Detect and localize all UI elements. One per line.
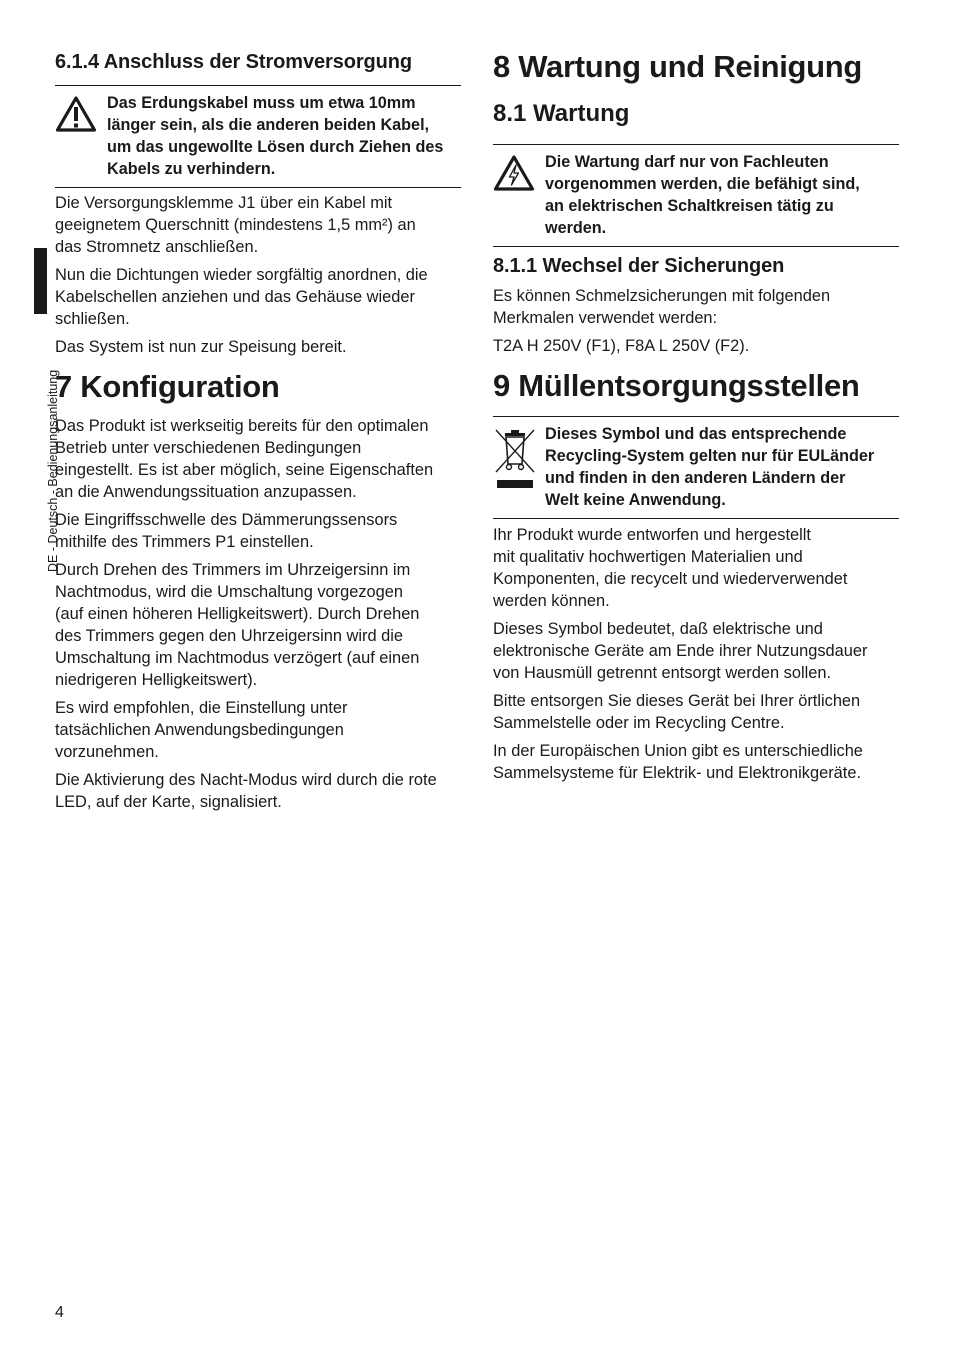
warning-line: Das Erdungskabel muss um etwa 10mm — [107, 94, 416, 112]
section-8-heading: 8 Wartung und Reinigung — [493, 49, 863, 84]
text-line: eingestellt. Es ist aber möglich, seine Eigenschaften — [55, 461, 434, 479]
text-line: Die Versorgungsklemme J1 über ein Kabel mit — [55, 194, 393, 212]
text-line: Die Eingriffsschwelle des Dämmerungssensors — [55, 511, 398, 529]
text-line: Sammelstelle oder im Recycling Centre. — [493, 714, 785, 732]
section-7-heading: 7 Konfiguration — [55, 369, 280, 404]
power-paragraph-1 — [55, 192, 461, 258]
disposal-paragraph-3 — [493, 690, 899, 734]
notice-line: Welt keine Anwendung. — [545, 491, 726, 509]
text-line: T2A H 250V (F1), F8A L 250V (F2). — [493, 337, 750, 355]
page-number: 4 — [55, 1304, 64, 1321]
fuse-paragraph-1 — [493, 285, 899, 329]
text-line: schließen. — [55, 310, 130, 328]
fuse-paragraph-2 — [493, 335, 899, 357]
weee-notice-text — [545, 423, 899, 511]
text-line: Merkmalen verwendet werden: — [493, 309, 718, 327]
config-paragraph-5 — [55, 769, 461, 813]
warning-triangle-icon — [55, 95, 97, 138]
text-line: Nachtmodus, wird die Umschaltung vorgezogen — [55, 583, 404, 601]
text-line: des Trimmers gegen den Uhrzeigersinn wird die — [55, 627, 404, 645]
section-8-1-heading: 8.1 Wartung — [493, 100, 630, 127]
text-line: Komponenten, die recycelt und wiederverwendet — [493, 570, 848, 588]
warning-line: länger sein, als die anderen beiden Kabel, — [107, 116, 430, 134]
config-paragraph-1 — [55, 415, 461, 503]
text-line: mithilfe des Trimmers P1 einstellen. — [55, 533, 314, 551]
electric-hazard-icon — [493, 154, 535, 197]
config-paragraph-3 — [55, 559, 461, 691]
text-line: Nun die Dichtungen wieder sorgfältig anordnen, die — [55, 266, 428, 284]
text-line: Es können Schmelzsicherungen mit folgenden — [493, 287, 831, 305]
disposal-paragraph-4 — [493, 740, 899, 784]
warning-line: Kabels zu verhindern. — [107, 160, 276, 178]
disposal-paragraph-1 — [493, 524, 899, 612]
side-tab-marker — [34, 248, 47, 314]
section-8-1-1-heading: 8.1.1 Wechsel der Sicherungen — [493, 255, 785, 277]
text-line: elektronische Geräte am Ende ihrer Nutzungsdauer — [493, 642, 868, 660]
text-line: das Stromnetz anschließen. — [55, 238, 259, 256]
side-tab-label: DE - Deutsch - Bedienungsanleitung — [46, 369, 60, 572]
text-line: Durch Drehen des Trimmers im Uhrzeigersinn im — [55, 561, 411, 579]
config-paragraph-4 — [55, 697, 461, 763]
text-line: Es wird empfohlen, die Einstellung unter — [55, 699, 348, 717]
text-line: vorzunehmen. — [55, 743, 159, 761]
grounding-warning-text — [107, 92, 461, 180]
maintenance-warning-text — [545, 151, 899, 239]
text-line: an die Anwendungssituation anzupassen. — [55, 483, 357, 501]
warning-line: um das ungewollte Lösen durch Ziehen des — [107, 138, 444, 156]
text-line: (auf einen höheren Helligkeitswert). Durch Drehen — [55, 605, 420, 623]
weee-notice-box — [493, 416, 899, 519]
text-line: Bitte entsorgen Sie dieses Gerät bei Ihrer örtlichen — [493, 692, 861, 710]
power-paragraph-2 — [55, 264, 461, 330]
text-line: Dieses Symbol bedeutet, daß elektrische und — [493, 620, 823, 638]
disposal-paragraph-2 — [493, 618, 899, 684]
warning-line: vorgenommen werden, die befähigt sind, — [545, 175, 860, 193]
text-line: Das System ist nun zur Speisung bereit. — [55, 338, 347, 356]
text-line: werden können. — [493, 592, 610, 610]
text-line: LED, auf der Karte, signalisiert. — [55, 793, 282, 811]
text-line: Das Produkt ist werkseitig bereits für den optimalen — [55, 417, 429, 435]
warning-line: an elektrischen Schaltkreisen tätig zu — [545, 197, 834, 215]
text-line: mit qualitativ hochwertigen Materialien und — [493, 548, 803, 566]
text-line: Ihr Produkt wurde entworfen und hergestellt — [493, 526, 811, 544]
notice-line: und finden in den anderen Ländern der — [545, 469, 846, 487]
section-6-1-4-heading: 6.1.4 Anschluss der Stromversorgung — [55, 51, 412, 73]
text-line: In der Europäischen Union gibt es unterschiedliche — [493, 742, 863, 760]
text-line: Betrieb unter verschiedenen Bedingungen — [55, 439, 362, 457]
config-paragraph-2 — [55, 509, 461, 553]
text-line: von Hausmüll getrennt entsorgt werden sollen. — [493, 664, 832, 682]
text-line: tatsächlichen Anwendungsbedingungen — [55, 721, 344, 739]
text-line: Die Aktivierung des Nacht-Modus wird durch die rote — [55, 771, 437, 789]
text-line: geeignetem Querschnitt (mindestens 1,5 mm²) an — [55, 216, 416, 234]
grounding-warning-box — [55, 85, 461, 188]
weee-crossed-bin-icon — [493, 426, 537, 495]
text-line: niedrigeren Helligkeitswert). — [55, 671, 258, 689]
text-line: Umschaltung im Nachtmodus verzögert (auf einen — [55, 649, 420, 667]
notice-line: Recycling-System gelten nur für EULänder — [545, 447, 875, 465]
warning-line: werden. — [545, 219, 607, 237]
text-line: Sammelsysteme für Elektrik- und Elektronikgeräte. — [493, 764, 862, 782]
warning-line: Die Wartung darf nur von Fachleuten — [545, 153, 829, 171]
text-line: Kabelschellen anziehen und das Gehäuse wieder — [55, 288, 415, 306]
notice-line: Dieses Symbol und das entsprechende — [545, 425, 847, 443]
maintenance-warning-box — [493, 144, 899, 247]
section-9-heading: 9 Müllentsorgungsstellen — [493, 368, 860, 403]
power-paragraph-3 — [55, 336, 461, 358]
